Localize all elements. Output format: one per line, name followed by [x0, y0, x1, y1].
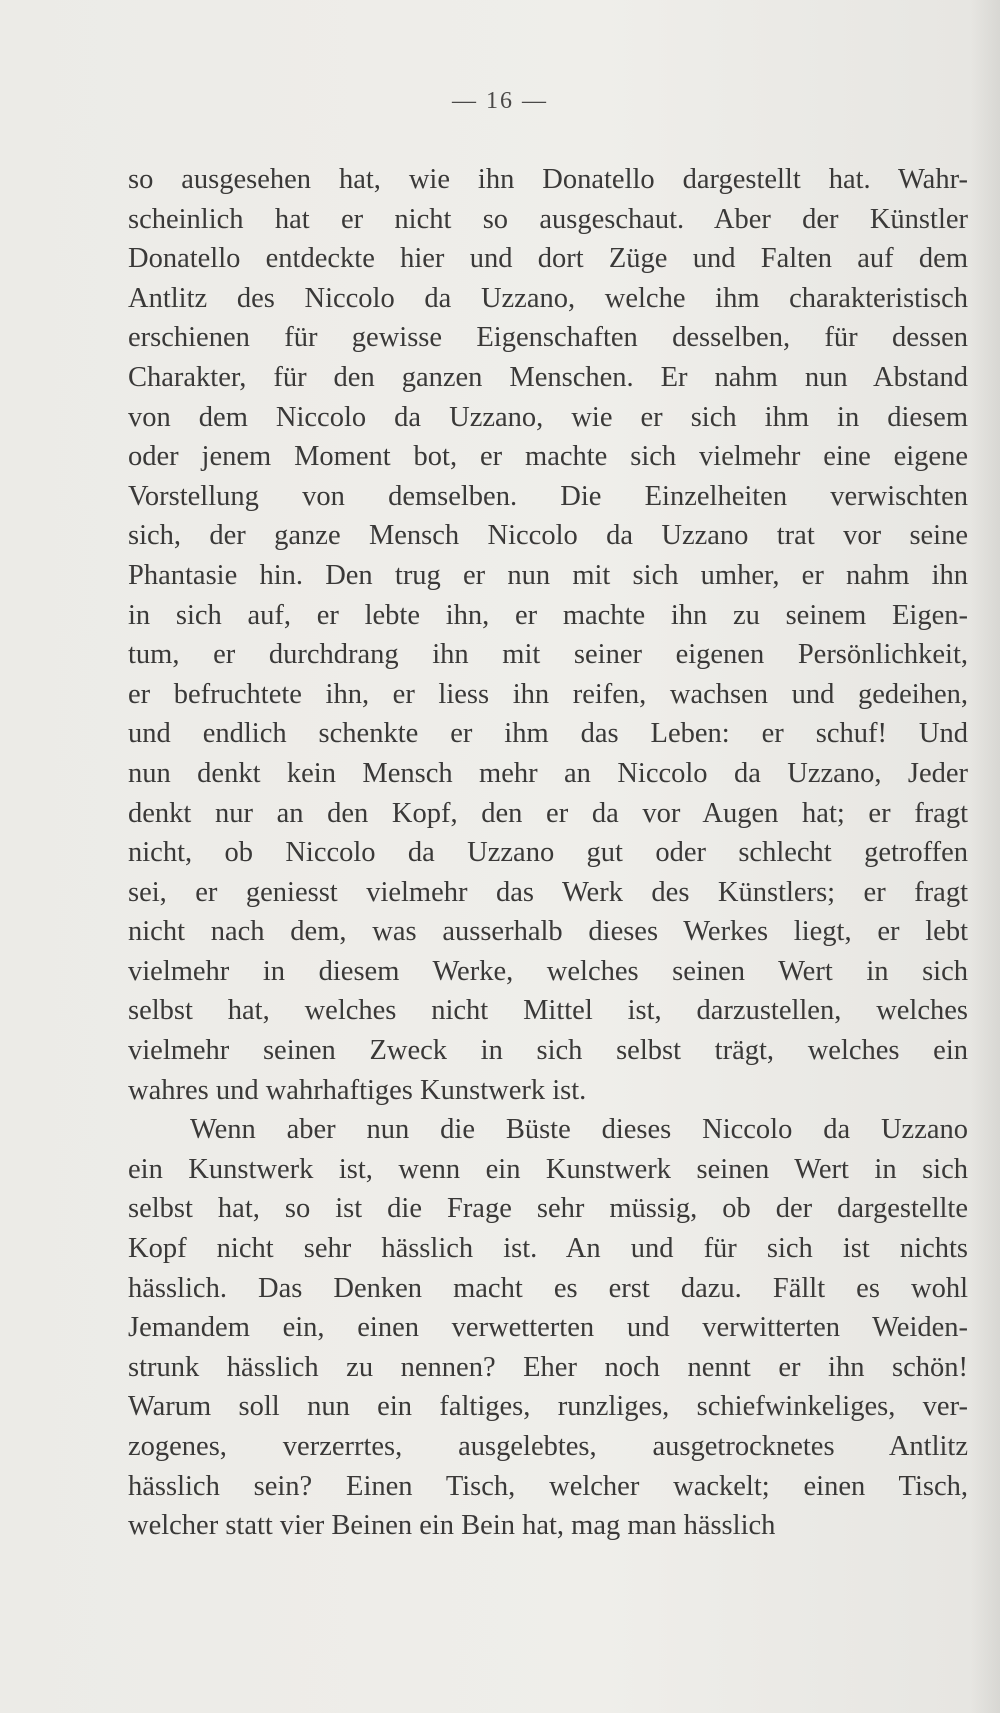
- text-line: Wenn aber nun die Büste dieses Niccolo da Uzzano: [190, 1114, 968, 1146]
- text-line: vielmehr in diesem Werke, welches seinen Wert in sich: [128, 955, 968, 987]
- text-line: Warum soll nun ein faltiges, runzliges, schiefwinkeliges, ver-: [128, 1391, 968, 1423]
- text-line: vielmehr seinen Zweck in sich selbst trägt, welches ein: [128, 1035, 968, 1067]
- text-line: Jemandem ein, einen verwetterten und verwitterten Weiden-: [128, 1312, 968, 1344]
- text-line: erschienen für gewisse Eigenschaften desselben, für dessen: [128, 322, 968, 354]
- text-line: zogenes, verzerrtes, ausgelebtes, ausgetrocknetes Antlitz: [128, 1431, 968, 1462]
- text-line: strunk hässlich zu nennen? Eher noch nennt er ihn schön!: [128, 1351, 968, 1383]
- text-line: Vorstellung von demselben. Die Einzelheiten verwischten: [128, 480, 968, 512]
- text-line: wahres und wahrhaftiges Kunstwerk ist.: [128, 1074, 587, 1106]
- text-line: Donatello entdeckte hier und dort Züge und Falten auf dem: [128, 243, 968, 275]
- text-line: Charakter, für den ganzen Menschen. Er nahm nun Abstand: [128, 361, 968, 393]
- text-line: von dem Niccolo da Uzzano, wie er sich ihm in diesem: [128, 401, 968, 433]
- text-line: in sich auf, er lebte ihn, er machte ihn zu seinem Eigen-: [128, 599, 968, 631]
- body-text: [128, 160, 968, 1546]
- text-line: sei, er geniesst vielmehr das Werk des Künstlers; er fragt: [128, 876, 968, 908]
- page-number: — 16 —: [452, 88, 548, 114]
- paragraph: [128, 1110, 968, 1546]
- text-line: nicht nach dem, was ausserhalb dieses Werkes liegt, er lebt: [128, 916, 968, 948]
- text-line: ein Kunstwerk ist, wenn ein Kunstwerk seinen Wert in sich: [128, 1153, 968, 1185]
- text-line: nicht, ob Niccolo da Uzzano gut oder schlecht getroffen: [128, 837, 968, 869]
- text-line: hässlich sein? Einen Tisch, welcher wackelt; einen Tisch,: [128, 1470, 968, 1502]
- text-line: selbst hat, so ist die Frage sehr müssig, ob der dargestellte: [128, 1193, 968, 1225]
- text-line: Kopf nicht sehr hässlich ist. An und für sich ist nichts: [128, 1233, 968, 1265]
- text-line: er befruchtete ihn, er liess ihn reifen, wachsen und gedeihen,: [128, 678, 968, 710]
- text-line: denkt nur an den Kopf, den er da vor Augen hat; er fragt: [128, 797, 968, 829]
- text-line: welcher statt vier Beinen ein Bein hat, mag man hässlich: [128, 1510, 776, 1542]
- text-line: und endlich schenkte er ihm das Leben: er schuf! Und: [128, 718, 968, 750]
- text-line: selbst hat, welches nicht Mittel ist, darzustellen, welches: [128, 995, 968, 1027]
- text-line: so ausgesehen hat, wie ihn Donatello dargestellt hat. Wahr-: [128, 164, 968, 195]
- text-line: Antlitz des Niccolo da Uzzano, welche ihm charakteristisch: [128, 282, 968, 314]
- paragraph: [128, 160, 968, 1110]
- text-line: hässlich. Das Denken macht es erst dazu. Fällt es wohl: [128, 1272, 968, 1304]
- text-line: tum, er durchdrang ihn mit seiner eigenen Persönlichkeit,: [128, 639, 968, 671]
- text-line: sich, der ganze Mensch Niccolo da Uzzano trat vor seine: [128, 520, 968, 552]
- text-line: oder jenem Moment bot, er machte sich vielmehr eine eigene: [128, 441, 968, 473]
- text-line: nun denkt kein Mensch mehr an Niccolo da Uzzano, Jeder: [128, 757, 968, 789]
- text-line: scheinlich hat er nicht so ausgeschaut. Aber der Künstler: [128, 203, 968, 235]
- text-line: Phantasie hin. Den trug er nun mit sich umher, er nahm ihn: [128, 559, 968, 591]
